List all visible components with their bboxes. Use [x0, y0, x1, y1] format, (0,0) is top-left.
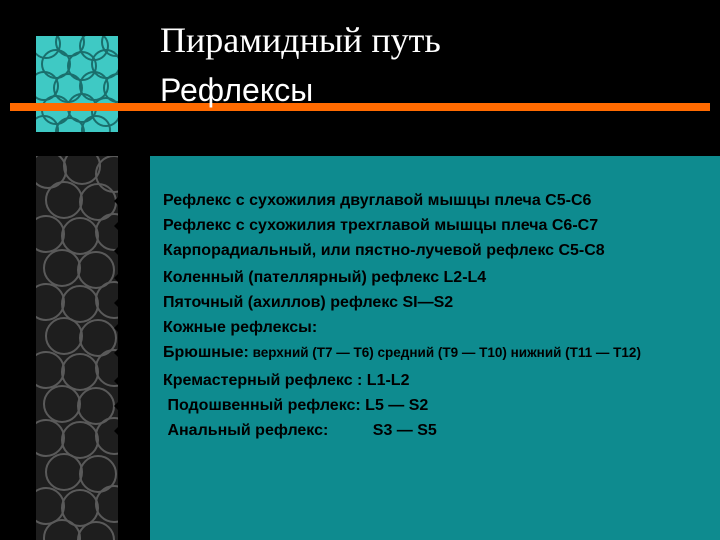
list-item	[113, 393, 713, 418]
list-item-detail: верхний (Т7 — Т6) средний (Т9 — Т10) нижний (Т11 — Т12)	[248, 345, 641, 360]
list-item-text: Анальный рефлекс: S3 — S5	[163, 422, 437, 439]
list-item	[113, 418, 713, 443]
circle-pattern-icon	[36, 36, 118, 132]
diamond-bullet-icon	[114, 196, 124, 206]
diamond-bullet-icon	[114, 246, 124, 256]
list-item-text: Карпорадиальный, или пястно-лучевой рефлекс С5-С8	[163, 242, 605, 259]
diamond-bullet-icon	[114, 401, 124, 411]
decorative-circles-top	[36, 36, 118, 132]
list-item	[113, 315, 713, 340]
decorative-circles-left	[36, 156, 118, 540]
list-item-text: Кремастерный рефлекс : L1-L2	[163, 372, 410, 389]
list-item-text: Коленный (пателлярный) рефлекс L2-L4	[163, 269, 487, 286]
list-item	[113, 290, 713, 315]
diamond-bullet-icon	[114, 348, 124, 358]
list-item-text: Рефлекс с сухожилия двуглавой мышцы плеча С5-С6	[163, 192, 592, 209]
diamond-bullet-icon	[114, 426, 124, 436]
slide-subtitle: Рефлексы	[160, 72, 314, 108]
list-item-text: Подошвенный рефлекс: L5 — S2	[163, 397, 429, 414]
slide-title: Пирамидный путь	[160, 20, 441, 60]
accent-divider-line	[10, 103, 710, 111]
diamond-bullet-icon	[114, 273, 124, 283]
list-item	[113, 238, 653, 263]
list-item	[113, 368, 713, 393]
list-item	[113, 340, 653, 364]
list-item-text: Пяточный (ахиллов) рефлекс SI—S2	[163, 294, 454, 311]
list-item	[113, 213, 713, 238]
diamond-bullet-icon	[114, 323, 124, 333]
list-item-text: Брюшные:	[163, 344, 249, 361]
circle-pattern-icon	[36, 156, 118, 540]
reflex-list	[113, 188, 713, 443]
list-item	[113, 188, 713, 213]
list-item	[113, 265, 713, 290]
diamond-bullet-icon	[114, 221, 124, 231]
diamond-bullet-icon	[114, 376, 124, 386]
list-item-text: Кожные рефлексы:	[163, 319, 318, 336]
list-item-text: Рефлекс с сухожилия трехглавой мышцы плеча С6-С7	[163, 217, 599, 234]
diamond-bullet-icon	[114, 298, 124, 308]
